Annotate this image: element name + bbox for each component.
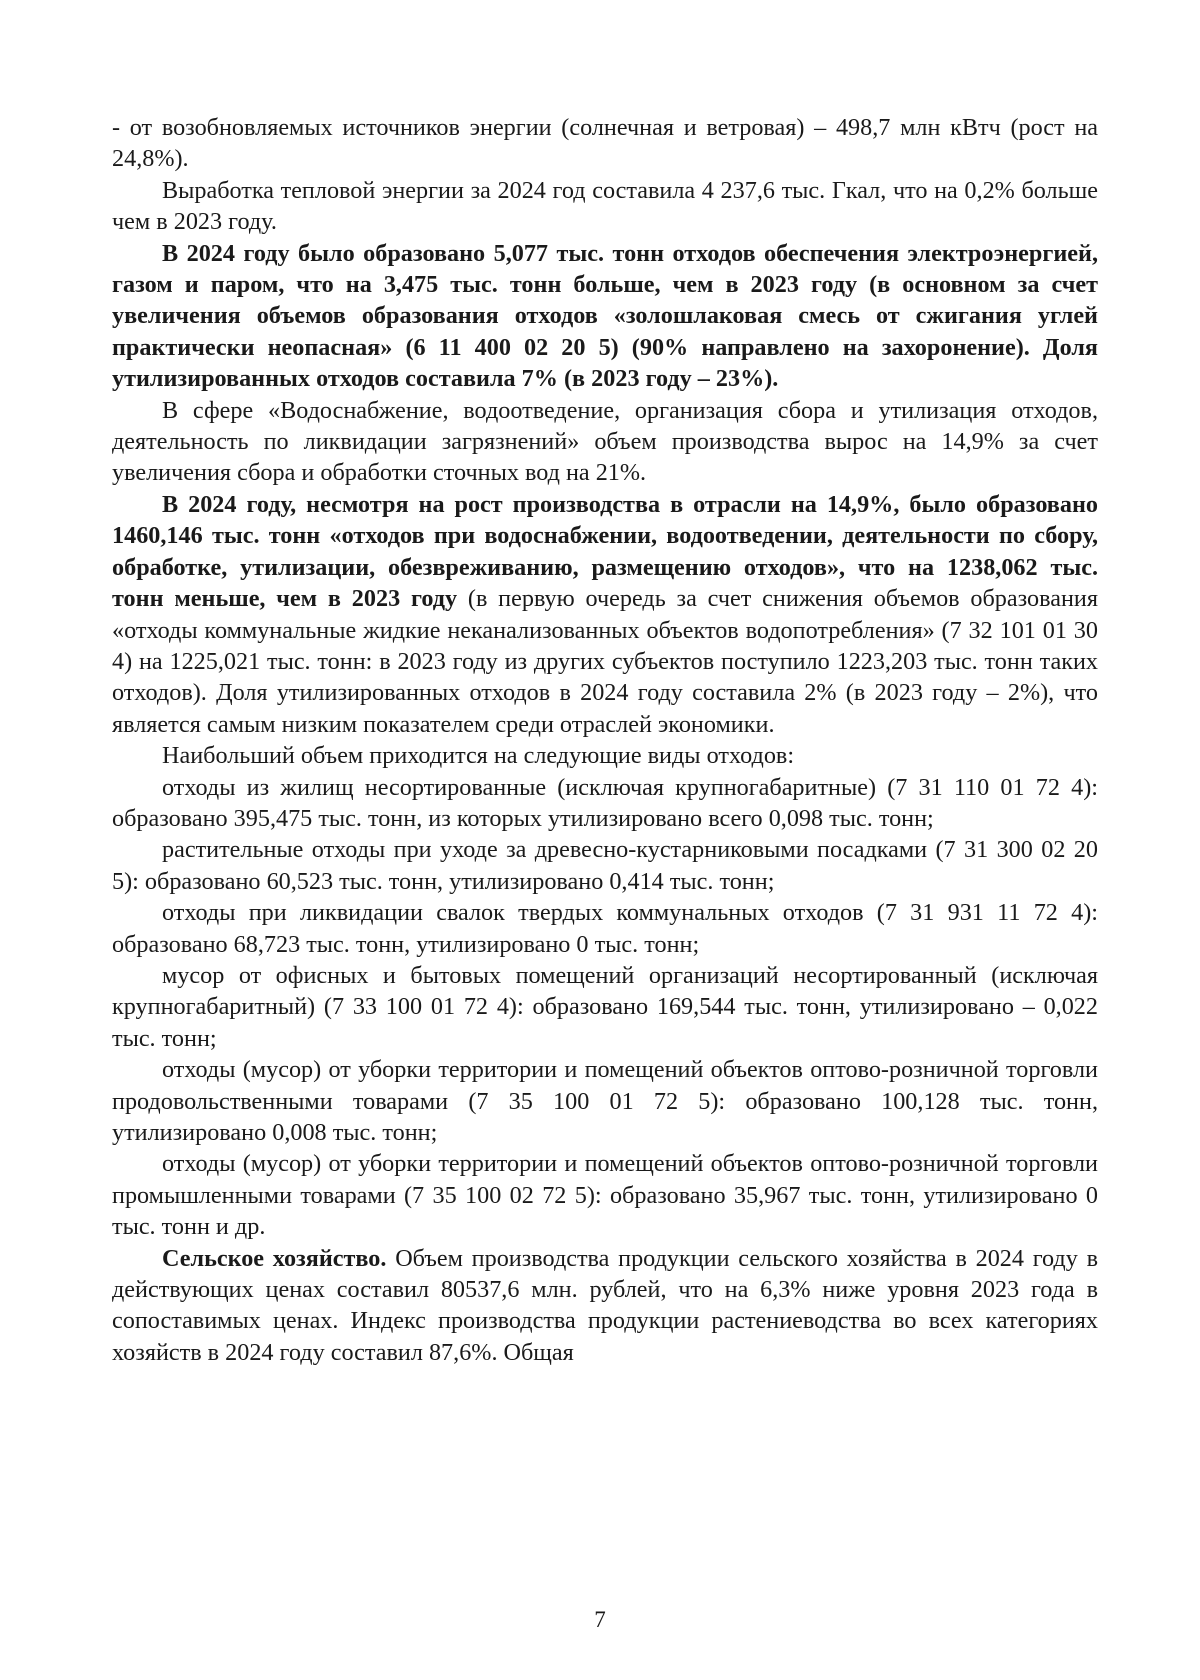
text-run: отходы (мусор) от уборки территории и помещений объектов оптово-розничной торговли промышленными товарами (7 35 100 02 72 5): образовано 35,967 тыс. тонн, утилизировано 0 тыс. тонн и др. xyxy=(112,1150,1098,1241)
paragraph-waste-plants xyxy=(112,834,1098,897)
text-run: мусор от офисных и бытовых помещений организаций несортированный (исключая крупногабаритный) (7 33 100 01 72 4): образовано 169,544 тыс. тонн, утилизировано – 0,022 тыс. тонн; xyxy=(112,961,1098,1052)
paragraph-waste-food-retail xyxy=(112,1054,1098,1148)
text-run: - от возобновляемых источников энергии (солнечная и ветровая) – 498,7 млн кВтч (рост на 24,8%). xyxy=(112,114,1098,173)
paragraph-waste-housing xyxy=(112,772,1098,835)
paragraph-agriculture xyxy=(112,1243,1098,1369)
paragraph-water-waste xyxy=(112,489,1098,740)
text-run: отходы при ликвидации свалок твердых коммунальных отходов (7 31 931 11 72 4): образовано 68,723 тыс. тонн, утилизировано 0 тыс. тонн; xyxy=(112,899,1098,958)
paragraph-heat-energy xyxy=(112,175,1098,238)
paragraph-largest-volume xyxy=(112,740,1098,771)
text-run: (в первую очередь за счет снижения объемов образования «отходы коммунальные жидкие неканализованных объектов водопотребления» (7 32 101 01 30 4) на 1225,021 тыс. тонн: в 2023 году из других субъектов поступило 1223,203 тыс. тонн таких отходов). Доля утилизированных отходов в 2024 году составила 2% (в 2023 году – 2%), что является самым низким показателем среди отраслей экономики. xyxy=(112,585,1098,738)
paragraph-energy-waste xyxy=(112,238,1098,395)
text-run: отходы (мусор) от уборки территории и помещений объектов оптово-розничной торговли продовольственными товарами (7 35 100 01 72 5): образовано 100,128 тыс. тонн, утилизировано 0,008 тыс. тонн; xyxy=(112,1056,1098,1146)
document-page xyxy=(112,112,1098,1368)
paragraph-water-supply xyxy=(112,395,1098,489)
bold-text-run: В 2024 году было образовано 5,077 тыс. тонн отходов обеспечения электроэнергией, газом и паром, что на 3,475 тыс. тонн больше, чем в 2023 году (в основном за счет увеличения объемов образования отходов «золошлаковая смесь от сжигания углей практически неопасная» (6 11 400 02 20 5) (90% направлено на захоронение). Доля утилизированных отходов составила 7% (в 2023 году – 23%). xyxy=(112,239,1098,393)
text-run: отходы из жилищ несортированные (исключая крупногабаритные) (7 31 110 01 72 4): образовано 395,475 тыс. тонн, из которых утилизировано всего 0,098 тыс. тонн; xyxy=(112,773,1098,832)
bold-text-run: В 2024 году, несмотря на рост производства в отрасли на 14,9%, было образовано 1460,146 тыс. тонн «отходов при водоснабжении, водоотведении, деятельности по сбору, обработке, утилизации, обезвреживанию, размещению отходов», что на 1238,062 тыс. тонн меньше, чем в 2023 году xyxy=(112,490,1098,613)
page-number: 7 xyxy=(594,1607,606,1632)
text-run: Выработка тепловой энергии за 2024 год составила 4 237,6 тыс. Гкал, что на 0,2% больше чем в 2023 году. xyxy=(112,176,1098,236)
bold-text-run: Сельское хозяйство. xyxy=(162,1244,387,1272)
paragraph-waste-industrial-retail xyxy=(112,1148,1098,1242)
paragraph-waste-offices xyxy=(112,960,1098,1054)
text-run: В сфере «Водоснабжение, водоотведение, организация сбора и утилизация отходов, деятельность по ликвидации загрязнений» объем производства вырос на 14,9% за счет увеличения сбора и обработки сточных вод на 21%. xyxy=(112,396,1098,487)
text-run: Объем производства продукции сельского хозяйства в 2024 году в действующих ценах составил 80537,6 млн. рублей, что на 6,3% ниже уровня 2023 года в сопоставимых ценах. Индекс производства продукции растениеводства во всех категориях хозяйств в 2024 году составил 87,6%. Общая xyxy=(112,1244,1098,1366)
paragraph-waste-dumps xyxy=(112,897,1098,960)
paragraph-renewables xyxy=(112,112,1098,175)
text-run: Наибольший объем приходится на следующие виды отходов: xyxy=(162,742,795,770)
text-run: растительные отходы при уходе за древесно-кустарниковыми посадками (7 31 300 02 20 5): образовано 60,523 тыс. тонн, утилизировано 0,414 тыс. тонн; xyxy=(112,836,1098,895)
